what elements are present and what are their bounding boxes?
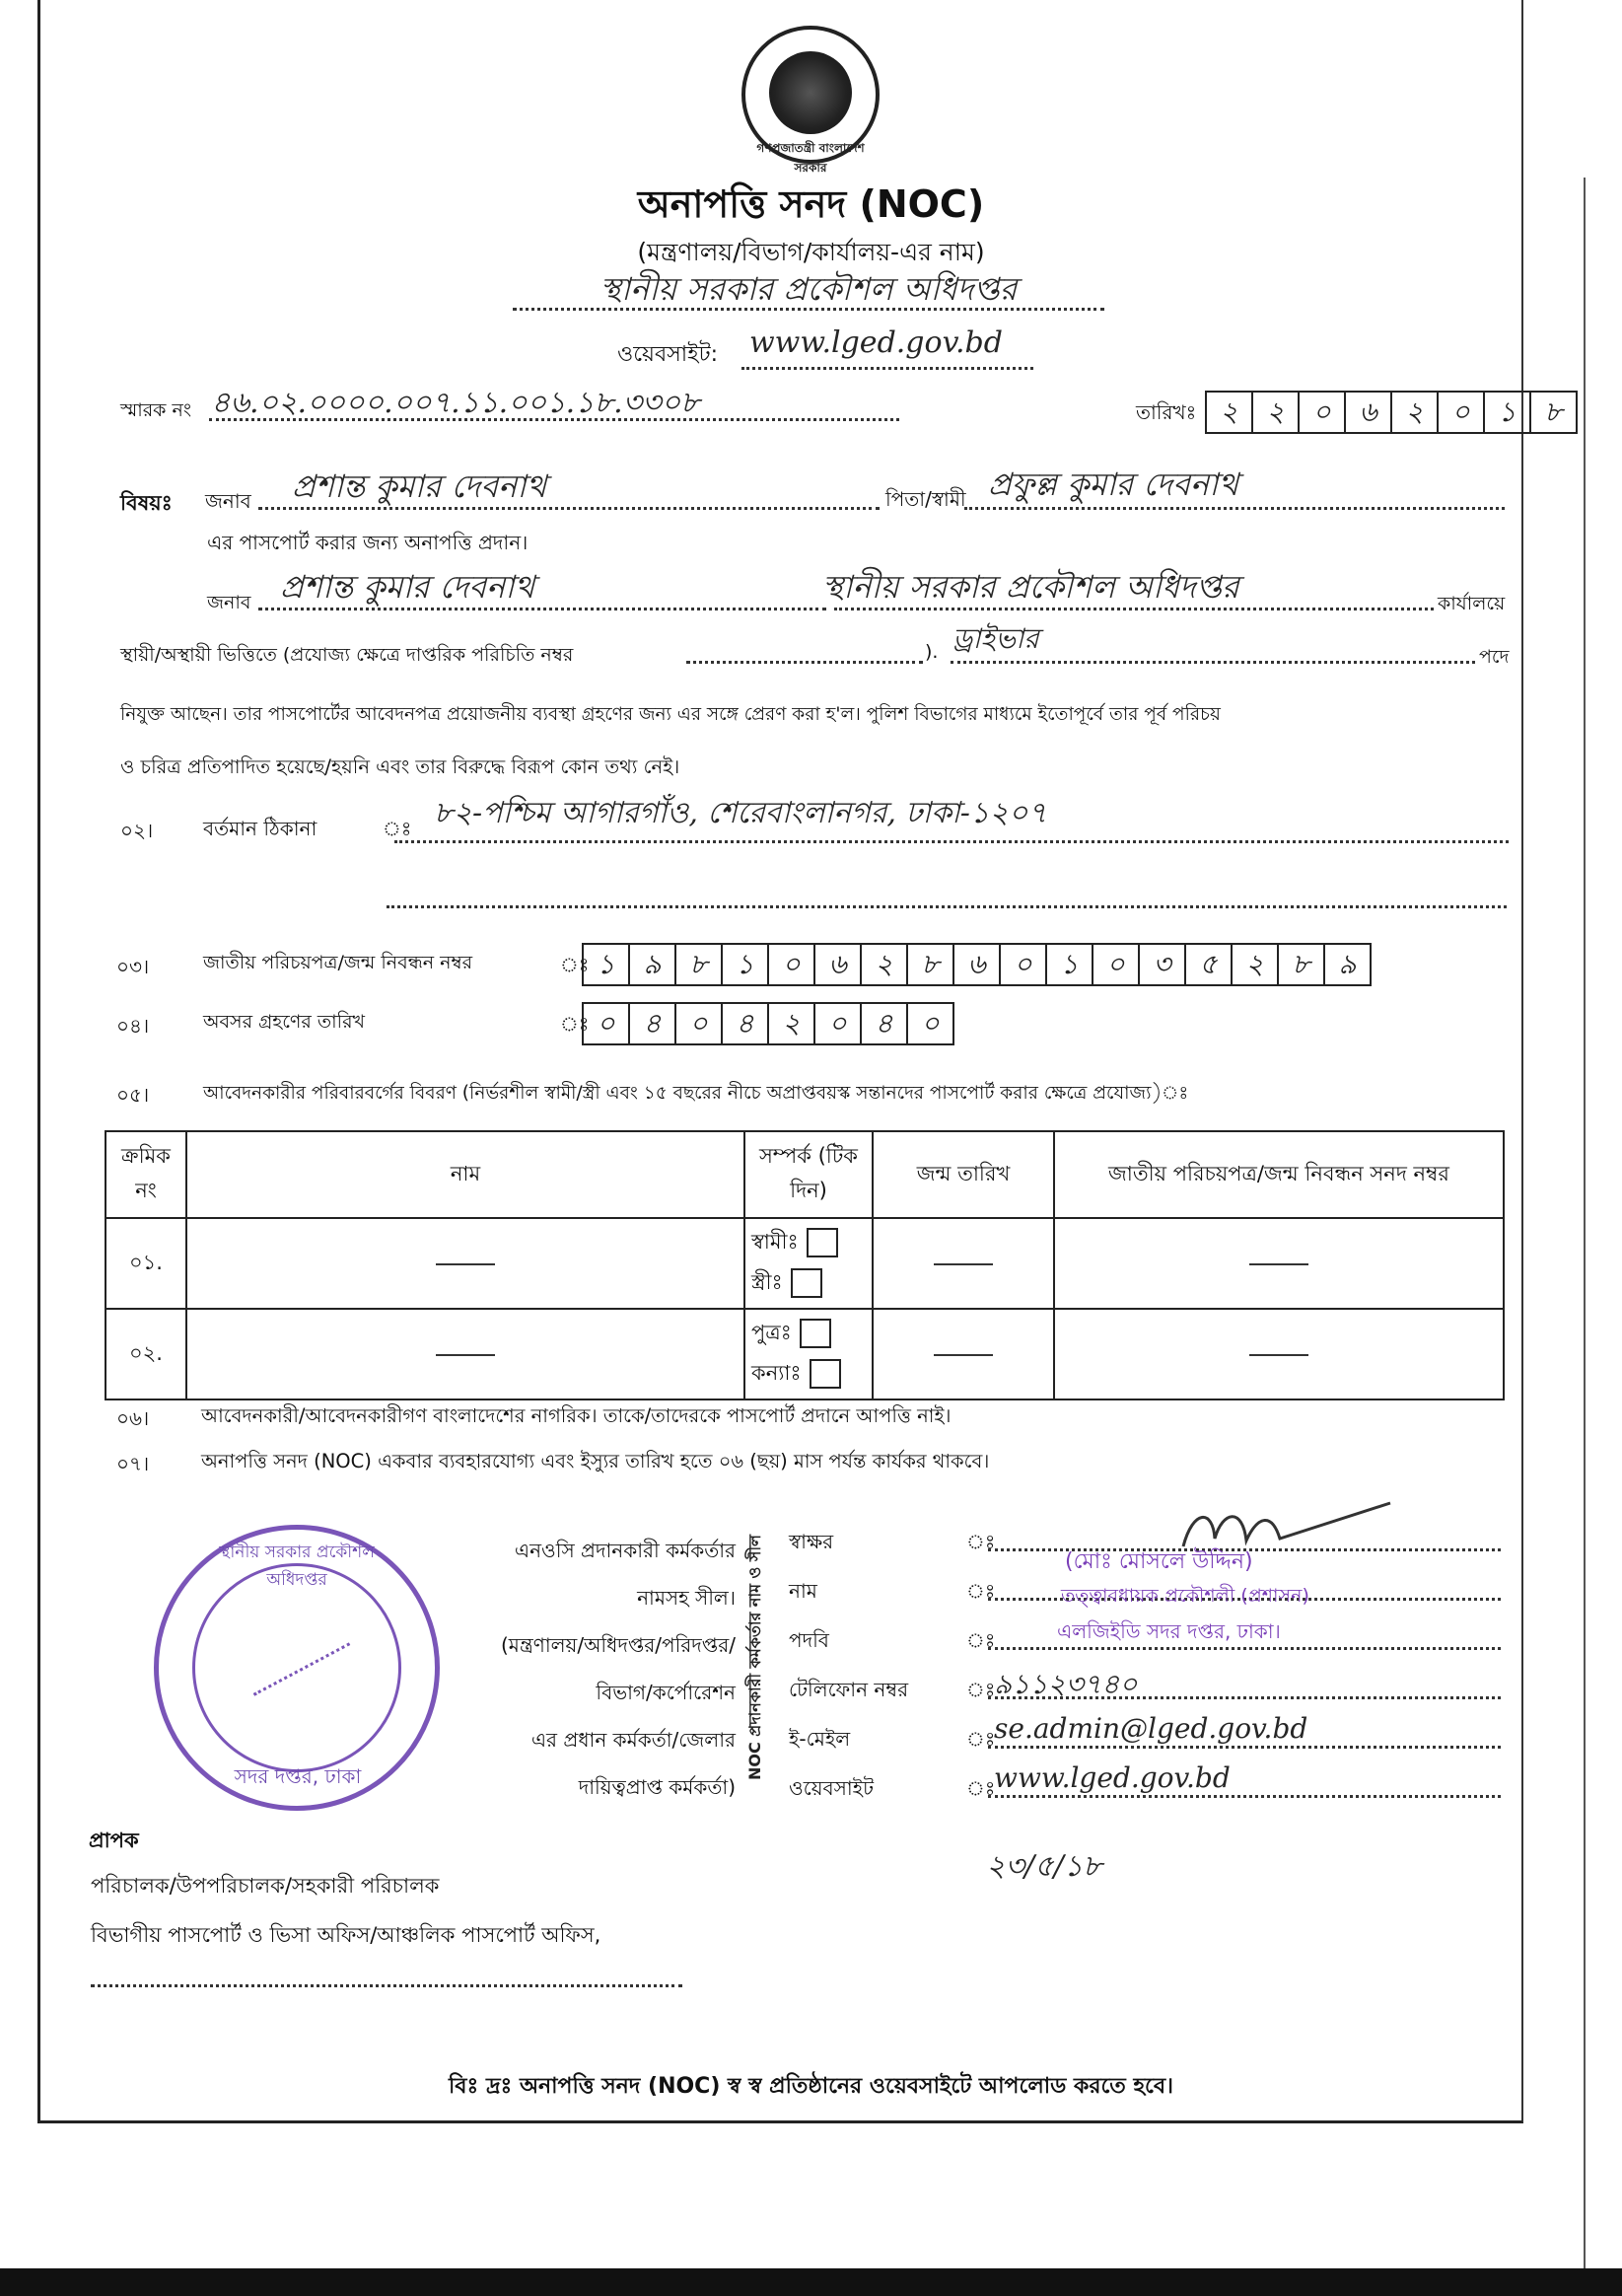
officer-phone: ৯১১২৩৭৪০ (994, 1668, 1138, 1700)
row-num: ০১. (106, 1218, 186, 1309)
scan-bottom-band (0, 2268, 1622, 2296)
checkbox[interactable] (807, 1228, 838, 1257)
stamp-top-text: স্থানীয় সরকার প্রকৌশল অধিদপ্তর (219, 1543, 375, 1590)
relation-label: পুত্রঃ (751, 1321, 792, 1344)
website-label: ওয়েবসাইট: (617, 342, 718, 367)
retirement-digit-box: ৪ (630, 1004, 676, 1043)
signatory-colons: ঃ ঃ ঃ ঃ ঃ ঃ (966, 1530, 996, 1800)
nid-digit-box: ৮ (908, 945, 954, 984)
nid-number (582, 943, 1372, 986)
family-table (105, 1130, 1505, 1400)
retirement-digit-box: ০ (815, 1004, 862, 1043)
item-06-num: ০৬। (116, 1406, 150, 1430)
office-stamp-text: এলজিইডি সদর দপ্তর, ঢাকা। (1057, 1619, 1281, 1643)
col-serial: ক্রমিক নং (106, 1131, 186, 1218)
recipient-line-1: পরিচালক/উপপরিচালক/সহকারী পরিচালক (91, 1874, 440, 1898)
nid-digit-box: ২ (1233, 945, 1279, 984)
vertical-stamp: NOC প্রদানকারী কর্মকর্তার নাম ও সীল (745, 1535, 764, 1781)
item-04-num: ০৪। (116, 1014, 150, 1038)
officer-designation: তত্ত্বাবধায়ক প্রকৌশলী (প্রশাসন) (1061, 1585, 1309, 1607)
row-nid-cell (1054, 1218, 1504, 1309)
recipient-label: প্রাপক (89, 1829, 139, 1852)
signatory-line: বিভাগ/কর্পোরেশন (596, 1681, 736, 1704)
body-line-c: ও চরিত্র প্রতিপাদিত হয়েছে/হয়নি এবং তার বিরুদ্ধে বিরূপ কোন তথ্য নেই। (120, 755, 680, 778)
row-birthdate-cell (873, 1218, 1054, 1309)
nid-digit-box: ৮ (1279, 945, 1325, 984)
signatory-description (434, 1527, 736, 1811)
relation-label: স্বামীঃ (751, 1230, 799, 1254)
nid-digit-box: ৬ (815, 945, 862, 984)
body-line-a: স্থায়ী/অস্থায়ী ভিত্তিতে (প্রযোজ্য ক্ষেত্রে দাপ্তরিক পরিচিতি নম্বর (120, 644, 574, 666)
body-line-b: নিযুক্ত আছেন। তার পাসপোর্টের আবেদনপত্র প্রয়োজনীয় ব্যবস্থা গ্রহণের জন্য এর সঙ্গে প্রেরণ করা হ'ল। পুলিশ বিভাগের মাধ্যমে ইতোপূর্বে তার পূর্ব পরিচয় (120, 704, 1221, 725)
subject-line-2: এর পাসপোর্ট করার জন্য অনাপত্তি প্রদান। (207, 531, 529, 554)
retirement-digit-box: ৪ (862, 1004, 908, 1043)
signatory-line: নামসহ সীল। (637, 1586, 736, 1610)
date-label: তারিখঃ (1136, 400, 1197, 424)
retirement-date (582, 1002, 954, 1045)
memo-number: ৪৬.০২.০০০০.০০৭.১১.০০১.১৮.৩৩০৮ (211, 386, 700, 420)
footer-note: বিঃ দ্রঃ অনাপত্তি সনদ (NOC) স্ব স্ব প্রতিষ্ঠানের ওয়েবসাইটে আপলোড করতে হবে। (449, 2074, 1173, 2099)
row-name-cell (186, 1218, 744, 1309)
relation-label: কন্যাঃ (751, 1361, 802, 1385)
col-birthdate: জন্ম তারিখ (873, 1131, 1054, 1218)
relation-label: স্ত্রীঃ (751, 1270, 783, 1294)
nid-digit-box: ৯ (630, 945, 676, 984)
nid-digit-box: ৬ (954, 945, 1001, 984)
row-num: ০২. (106, 1309, 186, 1399)
date-digit-box: ০ (1300, 393, 1346, 432)
field-label-email: ই-মেইল (789, 1727, 851, 1751)
field-label-phone: টেলিফোন নম্বর (789, 1678, 909, 1701)
initials: ২৩/৫/১৮ (986, 1849, 1102, 1884)
nid-digit-box: ২ (862, 945, 908, 984)
row-birthdate-cell (873, 1309, 1054, 1399)
nid-digit-box: ১ (723, 945, 769, 984)
seal-text: গণপ্রজাতন্ত্রী বাংলাদেশ সরকার (756, 141, 865, 175)
body-line-a-end: ). (925, 641, 939, 663)
page-title: অনাপত্তি সনদ (NOC) (637, 182, 985, 226)
row-nid-cell (1054, 1309, 1504, 1399)
body-applicant-name: প্রশান্ত কুমার দেবনাথ (280, 568, 535, 606)
item-04-label: অবসর গ্রহণের তারিখ (203, 1011, 366, 1033)
officer-email: se.admin@lged.gov.bd (994, 1712, 1308, 1745)
date-digit-box: ১ (1485, 393, 1531, 432)
date-digit-box: ০ (1439, 393, 1485, 432)
recipient-line-2: বিভাগীয় পাসপোর্ট ও ভিসা অফিস/আঞ্চলিক পাসপোর্ট অফিস, (91, 1923, 601, 1947)
nid-digit-box: ৩ (1140, 945, 1186, 984)
memo-date (1205, 391, 1578, 434)
officer-name: (মোঃ মোসলে উদ্দিন) (1065, 1549, 1253, 1574)
nid-digit-box: ৯ (1338, 948, 1357, 980)
row-relation-cell (744, 1218, 873, 1309)
col-name: নাম (186, 1131, 744, 1218)
item-02-colon: ঃ (383, 817, 412, 840)
date-digit-box: ২ (1253, 393, 1300, 432)
body-office: স্থানীয় সরকার প্রকৌশল অধিদপ্তর (822, 568, 1239, 606)
signatory-line: (মন্ত্রণালয়/অধিদপ্তর/পরিদপ্তর/ (500, 1633, 736, 1657)
item-02-label: বর্তমান ঠিকানা (203, 817, 317, 840)
father-name: প্রফুল্ল কুমার দেবনাথ (988, 466, 1239, 503)
field-label-website: ওয়েবসাইট (789, 1776, 874, 1800)
item-05-num: ০৫। (116, 1083, 150, 1107)
nid-digit-box: ১ (1047, 945, 1093, 984)
date-digit-box: ২ (1207, 393, 1253, 432)
nid-digit-box: ০ (1001, 945, 1047, 984)
item-02-num: ০২। (120, 819, 154, 842)
item-06-text: আবেদনকারী/আবেদনকারীগণ বাংলাদেশের নাগরিক। তাকে/তাদেরকে পাসপোর্ট প্রদানে আপত্তি নাই। (201, 1404, 952, 1427)
government-seal-icon (741, 26, 880, 175)
website-value: www.lged.gov.bd (749, 325, 1003, 360)
date-digit-box: ৮ (1544, 395, 1563, 428)
subject-name-prefix: জনাব (205, 489, 251, 513)
col-relation: সম্পর্ক (টিক দিন) (744, 1131, 873, 1218)
table-row (106, 1309, 1504, 1399)
checkbox[interactable] (810, 1359, 841, 1389)
signatory-line: এর প্রধান কর্মকর্তা/জেলার (530, 1728, 736, 1752)
post-suffix: পদে (1479, 646, 1510, 668)
row-name-cell (186, 1309, 744, 1399)
office-name: স্থানীয় সরকার প্রকৌশল অধিদপ্তর (599, 270, 1018, 308)
stamp-bottom-text: সদর দপ্তর, ঢাকা (234, 1764, 362, 1788)
body-name-prefix: জনাব (207, 592, 251, 613)
signatory-line: দায়িত্বপ্রাপ্ত কর্মকর্তা) (578, 1775, 736, 1799)
office-round-stamp-icon (154, 1525, 440, 1811)
retirement-digit-box: ৪ (723, 1004, 769, 1043)
office-suffix: কার্যালয়ে (1438, 593, 1506, 614)
retirement-digit-box: ০ (921, 1007, 940, 1040)
table-header-row (106, 1131, 1504, 1218)
nid-digit-box: ৮ (676, 945, 723, 984)
retirement-digit-box: ২ (769, 1004, 815, 1043)
nid-digit-box: ০ (1093, 945, 1140, 984)
row-relation-cell (744, 1309, 873, 1399)
checkbox[interactable] (800, 1319, 831, 1348)
item-03-label: জাতীয় পরিচয়পত্র/জন্ম নিবন্ধন নম্বর (203, 952, 473, 973)
subject-label: বিষয়ঃ (120, 491, 173, 515)
retirement-digit-box: ০ (676, 1004, 723, 1043)
field-label-name: নাম (789, 1579, 817, 1603)
father-label: পিতা/স্বামী (885, 487, 966, 511)
retirement-digit-box: ০ (584, 1004, 630, 1043)
page-subtitle: (মন্ত্রণালয়/বিভাগ/কার্যালয়-এর নাম) (637, 238, 985, 266)
item-03-colon: ঃ (560, 953, 590, 976)
nid-digit-box: ০ (769, 945, 815, 984)
item-03-num: ০৩। (116, 955, 150, 978)
memo-label: স্মারক নং (120, 399, 192, 421)
field-label-signature: স্বাক্ষর (789, 1530, 834, 1553)
page-edge-line (1584, 178, 1586, 2268)
item-07-text: অনাপত্তি সনদ (NOC) একবার ব্যবহারযোগ্য এবং ইস্যুর তারিখ হতে ০৬ (ছয়) মাস পর্যন্ত কার্যকর থাকবে। (201, 1450, 990, 1472)
nid-digit-box: ৫ (1186, 945, 1233, 984)
date-digit-box: ২ (1392, 393, 1439, 432)
current-address: ৮২-পশ্চিম আগারগাঁও, শেরেবাংলানগর, ঢাকা-১২০৭ (434, 796, 1047, 830)
officer-website: www.lged.gov.bd (994, 1761, 1231, 1794)
table-row (106, 1218, 1504, 1309)
item-07-num: ০৭। (116, 1452, 150, 1475)
checkbox[interactable] (791, 1268, 822, 1298)
item-04-colon: ঃ (560, 1012, 590, 1036)
signatory-field-labels (789, 1517, 908, 1813)
item-05-label: আবেদনকারীর পরিবারবর্গের বিবরণ (নির্ভরশীল স্বামী/স্ত্রী এবং ১৫ বছরের নীচে অপ্রাপ্তবয়স্ক সন্তানদের পাসপোর্ট করার ক্ষেত্রে প্রযোজ্য)ঃ (203, 1083, 1189, 1104)
designation: ড্রাইভার (952, 622, 1039, 655)
date-digit-box: ৬ (1346, 393, 1392, 432)
nid-digit-box: ১ (584, 945, 630, 984)
signatory-line: এনওসি প্রদানকারী কর্মকর্তার (514, 1539, 736, 1562)
col-nid: জাতীয় পরিচয়পত্র/জন্ম নিবন্ধন সনদ নম্বর (1054, 1131, 1504, 1218)
applicant-name: প্রশান্ত কুমার দেবনাথ (292, 467, 547, 505)
field-label-designation: পদবি (789, 1628, 829, 1652)
